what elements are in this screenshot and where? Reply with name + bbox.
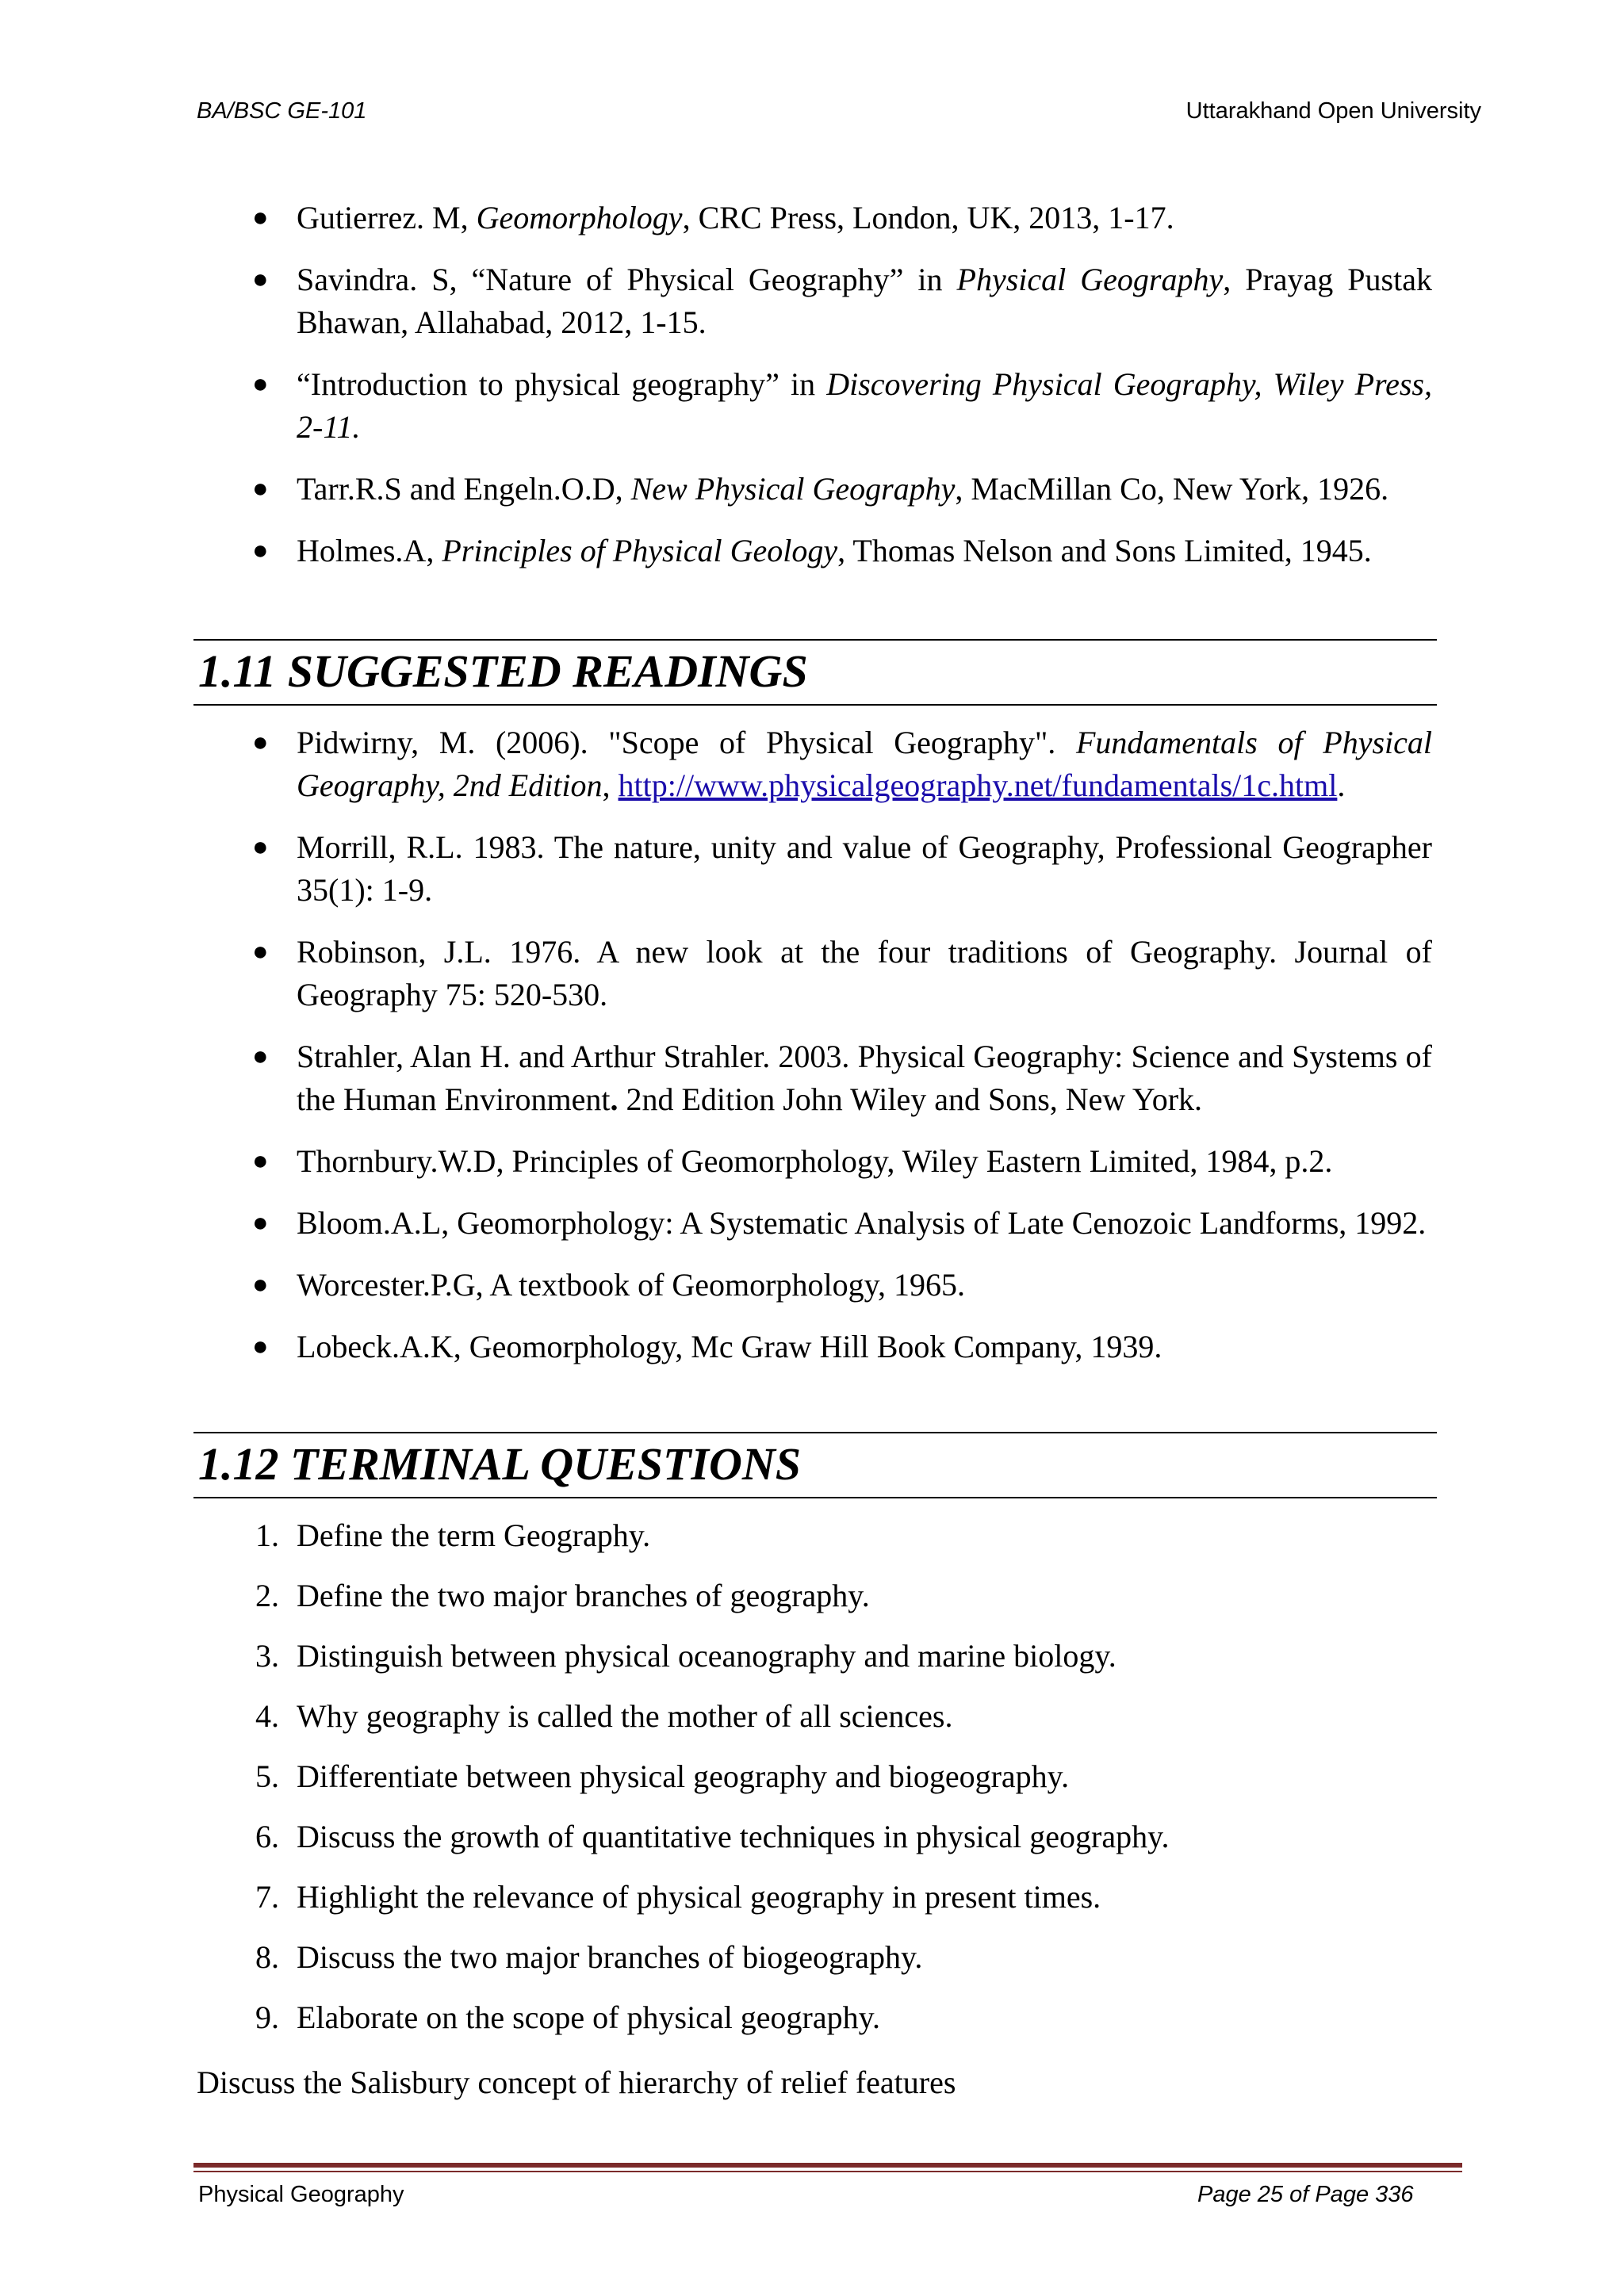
reference-link[interactable]: http://www.physicalgeography.net/fundamentals/1c.html: [618, 767, 1338, 803]
bullet-icon: ●: [252, 1270, 269, 1299]
question-number: 4.: [255, 1698, 279, 1734]
question-number: 3.: [255, 1638, 279, 1674]
reference-text-segment: Tarr.R.S and Engeln.O.D,: [297, 471, 631, 507]
running-header-university: Uttarakhand Open University: [1185, 98, 1481, 124]
running-header-course: BA/BSC GE-101: [197, 98, 367, 124]
question-item: [0, 1996, 1432, 2039]
question-item: [0, 1816, 1432, 1858]
bullet-icon: ●: [252, 203, 269, 232]
question-text: Discuss the two major branches of biogeography.: [297, 1939, 923, 1975]
question-item: [0, 1755, 1432, 1798]
reference-text-segment: ,: [602, 767, 619, 803]
reference-text-segment: Holmes.A,: [297, 533, 442, 568]
reference-text-segment: .: [1337, 767, 1346, 803]
suggested-reading-item: [0, 1264, 1432, 1307]
footer-title: Physical Geography: [198, 2182, 404, 2207]
reference-text-segment: Savindra. S, “Nature of Physical Geography” in: [297, 262, 957, 297]
bullet-icon: ●: [252, 265, 269, 294]
footer-page-number: Page 25 of Page 336: [1197, 2182, 1414, 2207]
suggested-readings-list: [0, 721, 1624, 1387]
bullet-icon: ●: [252, 1208, 269, 1238]
bullet-icon: ●: [252, 1042, 269, 1071]
bullet-icon: ●: [252, 832, 269, 862]
suggested-reading-item: [0, 1326, 1432, 1368]
bullet-icon: ●: [252, 1332, 269, 1361]
reference-text-segment: Gutierrez. M,: [297, 200, 477, 235]
bullet-icon: ●: [252, 937, 269, 966]
reference-text-segment: Worcester.P.G, A textbook of Geomorphology, 1965.: [297, 1267, 965, 1303]
question-item: [0, 1635, 1432, 1678]
bullet-icon: ●: [252, 369, 269, 399]
suggested-reading-item: [0, 826, 1432, 912]
reference-item: [0, 197, 1432, 239]
suggested-reading-item: [0, 1140, 1432, 1183]
bullet-icon: ●: [252, 728, 269, 757]
suggested-reading-item: [0, 931, 1432, 1016]
question-number: 1.: [255, 1517, 279, 1553]
reference-text-segment: Fundamentals of Physical Geography, 2nd Edition: [297, 725, 1433, 803]
bullet-icon: ●: [252, 536, 269, 565]
question-number: 5.: [255, 1758, 279, 1794]
terminal-questions-heading-block: [193, 1432, 1437, 1498]
terminal-questions-heading: 1.12 TERMINAL QUESTIONS: [198, 1438, 802, 1490]
reference-text-segment: Discovering Physical Geography, Wiley Press, 2-11.: [297, 366, 1432, 445]
footer-rule-thin: [193, 2171, 1462, 2172]
question-text: Why geography is called the mother of all sciences.: [297, 1698, 953, 1734]
reference-text-segment: , CRC Press, London, UK, 2013, 1-17.: [682, 200, 1174, 235]
bullet-icon: ●: [252, 1146, 269, 1176]
reference-text-segment: Bloom.A.L, Geomorphology: A Systematic Analysis of Late Cenozoic Landforms, 1992.: [297, 1205, 1427, 1241]
reference-text-segment: Physical Geography: [956, 262, 1224, 297]
reference-text-segment: Geomorphology: [476, 200, 683, 235]
reference-text-segment: , Thomas Nelson and Sons Limited, 1945.: [837, 533, 1372, 568]
question-text: Highlight the relevance of physical geography in present times.: [297, 1879, 1101, 1915]
footer-rule: [193, 2163, 1462, 2168]
suggested-reading-item: [0, 1202, 1432, 1245]
bullet-icon: ●: [252, 474, 269, 503]
question-number: 2.: [255, 1578, 279, 1613]
question-item: [0, 1695, 1432, 1738]
question-text: Elaborate on the scope of physical geography.: [297, 1999, 881, 2035]
reference-item: [0, 468, 1432, 511]
terminal-questions-list: [0, 1514, 1624, 2057]
reference-item: [0, 258, 1432, 344]
closing-question: Discuss the Salisbury concept of hierarchy of relief features: [197, 2064, 956, 2100]
reference-item: [0, 363, 1432, 449]
reference-text-segment: Principles of Physical Geology: [442, 533, 838, 568]
reference-text-segment: Pidwirny, M. (2006). "Scope of Physical Geography".: [297, 725, 1076, 760]
reference-text-segment: Thornbury.W.D, Principles of Geomorphology, Wiley Eastern Limited, 1984, p.2.: [297, 1143, 1333, 1179]
question-item: [0, 1876, 1432, 1919]
reference-text-segment: Lobeck.A.K, Geomorphology, Mc Graw Hill Book Company, 1939.: [297, 1329, 1162, 1364]
question-text: Differentiate between physical geography and biogeography.: [297, 1758, 1070, 1794]
suggested-reading-item: [0, 1035, 1432, 1121]
question-text: Distinguish between physical oceanography and marine biology.: [297, 1638, 1116, 1674]
reference-text-segment: .: [610, 1081, 619, 1117]
question-item: [0, 1575, 1432, 1617]
question-item: [0, 1514, 1432, 1557]
reference-text-segment: Strahler, Alan H. and Arthur Strahler. 2003. Physical Geography: Science and Systems of the Human Environment: [297, 1039, 1432, 1117]
reference-text-segment: New Physical Geography: [630, 471, 956, 507]
question-number: 6.: [255, 1819, 279, 1854]
reference-item: [0, 530, 1432, 572]
suggested-readings-heading-block: [193, 639, 1437, 706]
reference-text-segment: “Introduction to physical geography” in: [297, 366, 827, 402]
question-number: 7.: [255, 1879, 279, 1915]
reference-text-segment: Morrill, R.L. 1983. The nature, unity and value of Geography, Professional Geographer 35(1): 1-9.: [297, 829, 1432, 908]
question-number: 8.: [255, 1939, 279, 1975]
references-list: [0, 197, 1624, 591]
question-number: 9.: [255, 1999, 279, 2035]
suggested-readings-heading: 1.11 SUGGESTED READINGS: [198, 645, 808, 697]
question-text: Define the two major branches of geography.: [297, 1578, 870, 1613]
reference-text-segment: Robinson, J.L. 1976. A new look at the four traditions of Geography. Journal of Geography 75: 520-530.: [297, 934, 1432, 1012]
reference-text-segment: 2nd Edition John Wiley and Sons, New York.: [618, 1081, 1203, 1117]
suggested-reading-item: [0, 721, 1432, 807]
reference-text-segment: , MacMillan Co, New York, 1926.: [955, 471, 1389, 507]
question-text: Discuss the growth of quantitative techniques in physical geography.: [297, 1819, 1170, 1854]
question-item: [0, 1936, 1432, 1979]
question-text: Define the term Geography.: [297, 1517, 651, 1553]
reference-text-segment: , Prayag Pustak Bhawan, Allahabad, 2012, 1-15.: [297, 262, 1432, 340]
